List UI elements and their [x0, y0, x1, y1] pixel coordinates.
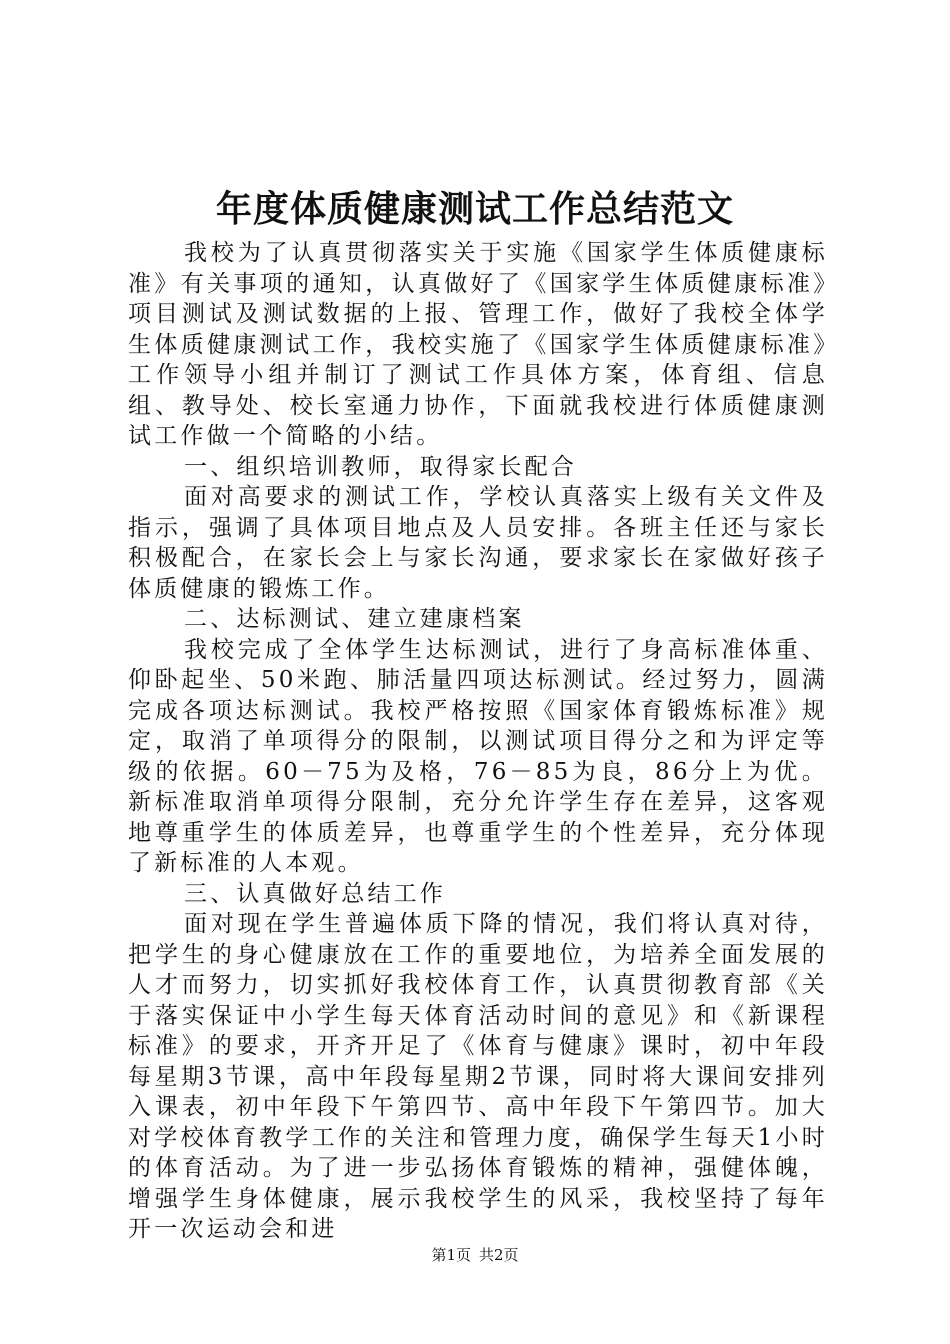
document-title: 年度体质健康测试工作总结范文 [215, 189, 734, 230]
intro-paragraph: 我校为了认真贯彻落实关于实施《国家学生体质健康标准》有关事项的通知，认真做好了《国家学生体质健康标准》项目测试及测试数据的上报、管理工作，做好了我校全体学生体质健康测试工作，我校实施了《国家学生体质健康标准》工作领导小组并制订了测试工作具体方案，体育组、信息组、教导处、校长室通力协作，下面就我校进行体质健康测试工作做一个简略的小结。 [128, 240, 828, 449]
page-total: 共2页 [479, 1246, 519, 1264]
section-heading-2: 二、达标测试、建立建康档案 [184, 606, 525, 632]
section-2-paragraph: 我校完成了全体学生达标测试，进行了身高标准体重、仰卧起坐、50米跑、肺活量四项达标测试。经过努力，圆满完成各项达标测试。我校严格按照《国家体育锻炼标准》规定，取消了单项得分的限制，以测试项目得分之和为评定等级的依据。60－75为及格，76－85为良，86分上为优。新标准取消单项得分限制，充分允许学生存在差异，这客观地尊重学生的体质差异，也尊重学生的个性差异，充分体现了新标准的人本观。 [128, 636, 828, 876]
section-heading-3: 三、认真做好总结工作 [184, 880, 446, 907]
document-body [128, 238, 828, 1245]
section-3-paragraph: 面对现在学生普遍体质下降的情况，我们将认真对待，把学生的身心健康放在工作的重要地位，为培养全面发展的人才而努力，切实抓好我校体育工作，认真贯彻教育部《关于落实保证中小学生每天体育活动时间的意见》和《新课程标准》的要求，开齐开足了《体育与健康》课时，初中年段每星期3节课，高中年段每星期2节课，同时将大课间安排列入课表，初中年段下午第四节、高中年段下午第四节。加大对学校体育教学工作的关注和管理力度，确保学生每天1小时的体育活动。为了进一步弘扬体育锻炼的精神，强健体魄，增强学生身体健康，展示我校学生的风采，我校坚持了每年开一次运动会和进 [128, 911, 828, 1242]
section-1-paragraph: 面对高要求的测试工作，学校认真落实上级有关文件及指示，强调了具体项目地点及人员安排。各班主任还与家长积极配合，在家长会上与家长沟通，要求家长在家做好孩子体质健康的锻炼工作。 [128, 484, 828, 602]
page-number: 第1页 [431, 1246, 471, 1264]
section-heading-1: 一、组织培训教师，取得家长配合 [184, 453, 577, 480]
page-footer [0, 1245, 950, 1265]
